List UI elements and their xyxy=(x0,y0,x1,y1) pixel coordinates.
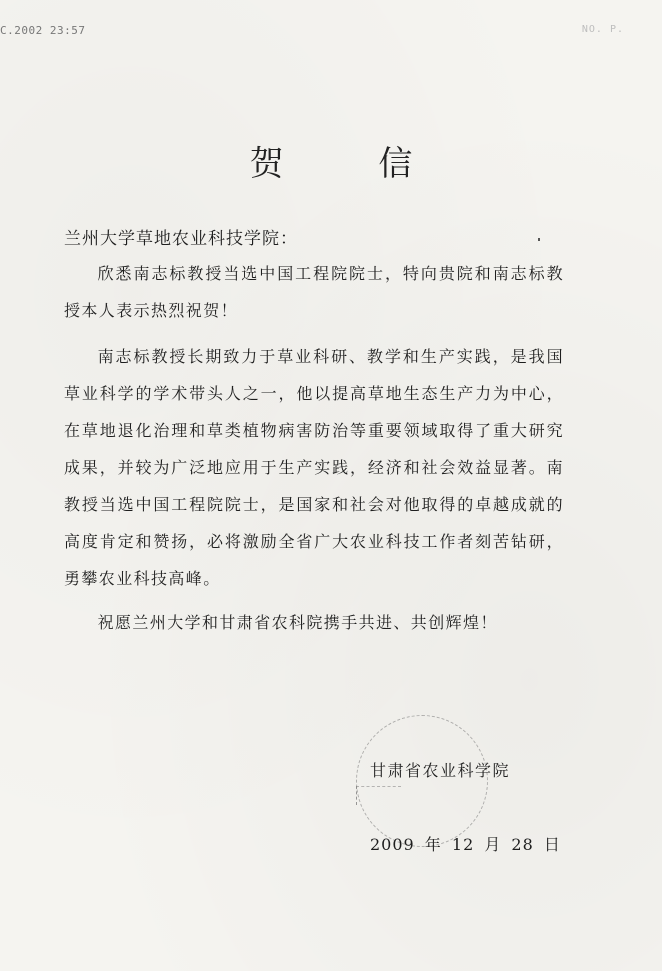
seal-stamp-mark xyxy=(356,786,401,805)
signature-organization: 甘肃省农业科学院 xyxy=(370,761,511,780)
letter-paragraph-2: 南志标教授长期致力于草业科研、教学和生产实践，是我国草业科学的学术带头人之一，他以提高草地生态生产力为中心，在草地退化治理和草类植物病害防治等重要领域取得了重大研究成果，并较为广泛地应用于生产实践，经济和社会效益显著。南教授当选中国工程院院士，是国家和社会对他取得的卓越成就的高度肯定和赞扬，必将激励全省广大农业科技工作者刻苦钻研，勇攀农业科技高峰。 xyxy=(64,347,564,588)
signature-date: 2009 年 12 月 28 日 xyxy=(370,835,561,854)
letter-paragraph-3: 祝愿兰州大学和甘肃省农科院携手共进、共创辉煌！ xyxy=(97,613,498,632)
letter-salutation: 兰州大学草地农业科技学院： xyxy=(64,229,298,249)
scan-speck xyxy=(538,238,540,241)
official-seal-stamp xyxy=(356,715,488,847)
letter-title: 贺 信 xyxy=(249,144,455,184)
fax-header-timestamp: C.2002 23:57 xyxy=(0,24,86,37)
letter-paragraph-1: 欣悉南志标教授当选中国工程院院士，特向贵院和南志标教授本人表示热烈祝贺！ xyxy=(64,264,564,320)
fax-header-page: NO. P. xyxy=(581,24,624,35)
